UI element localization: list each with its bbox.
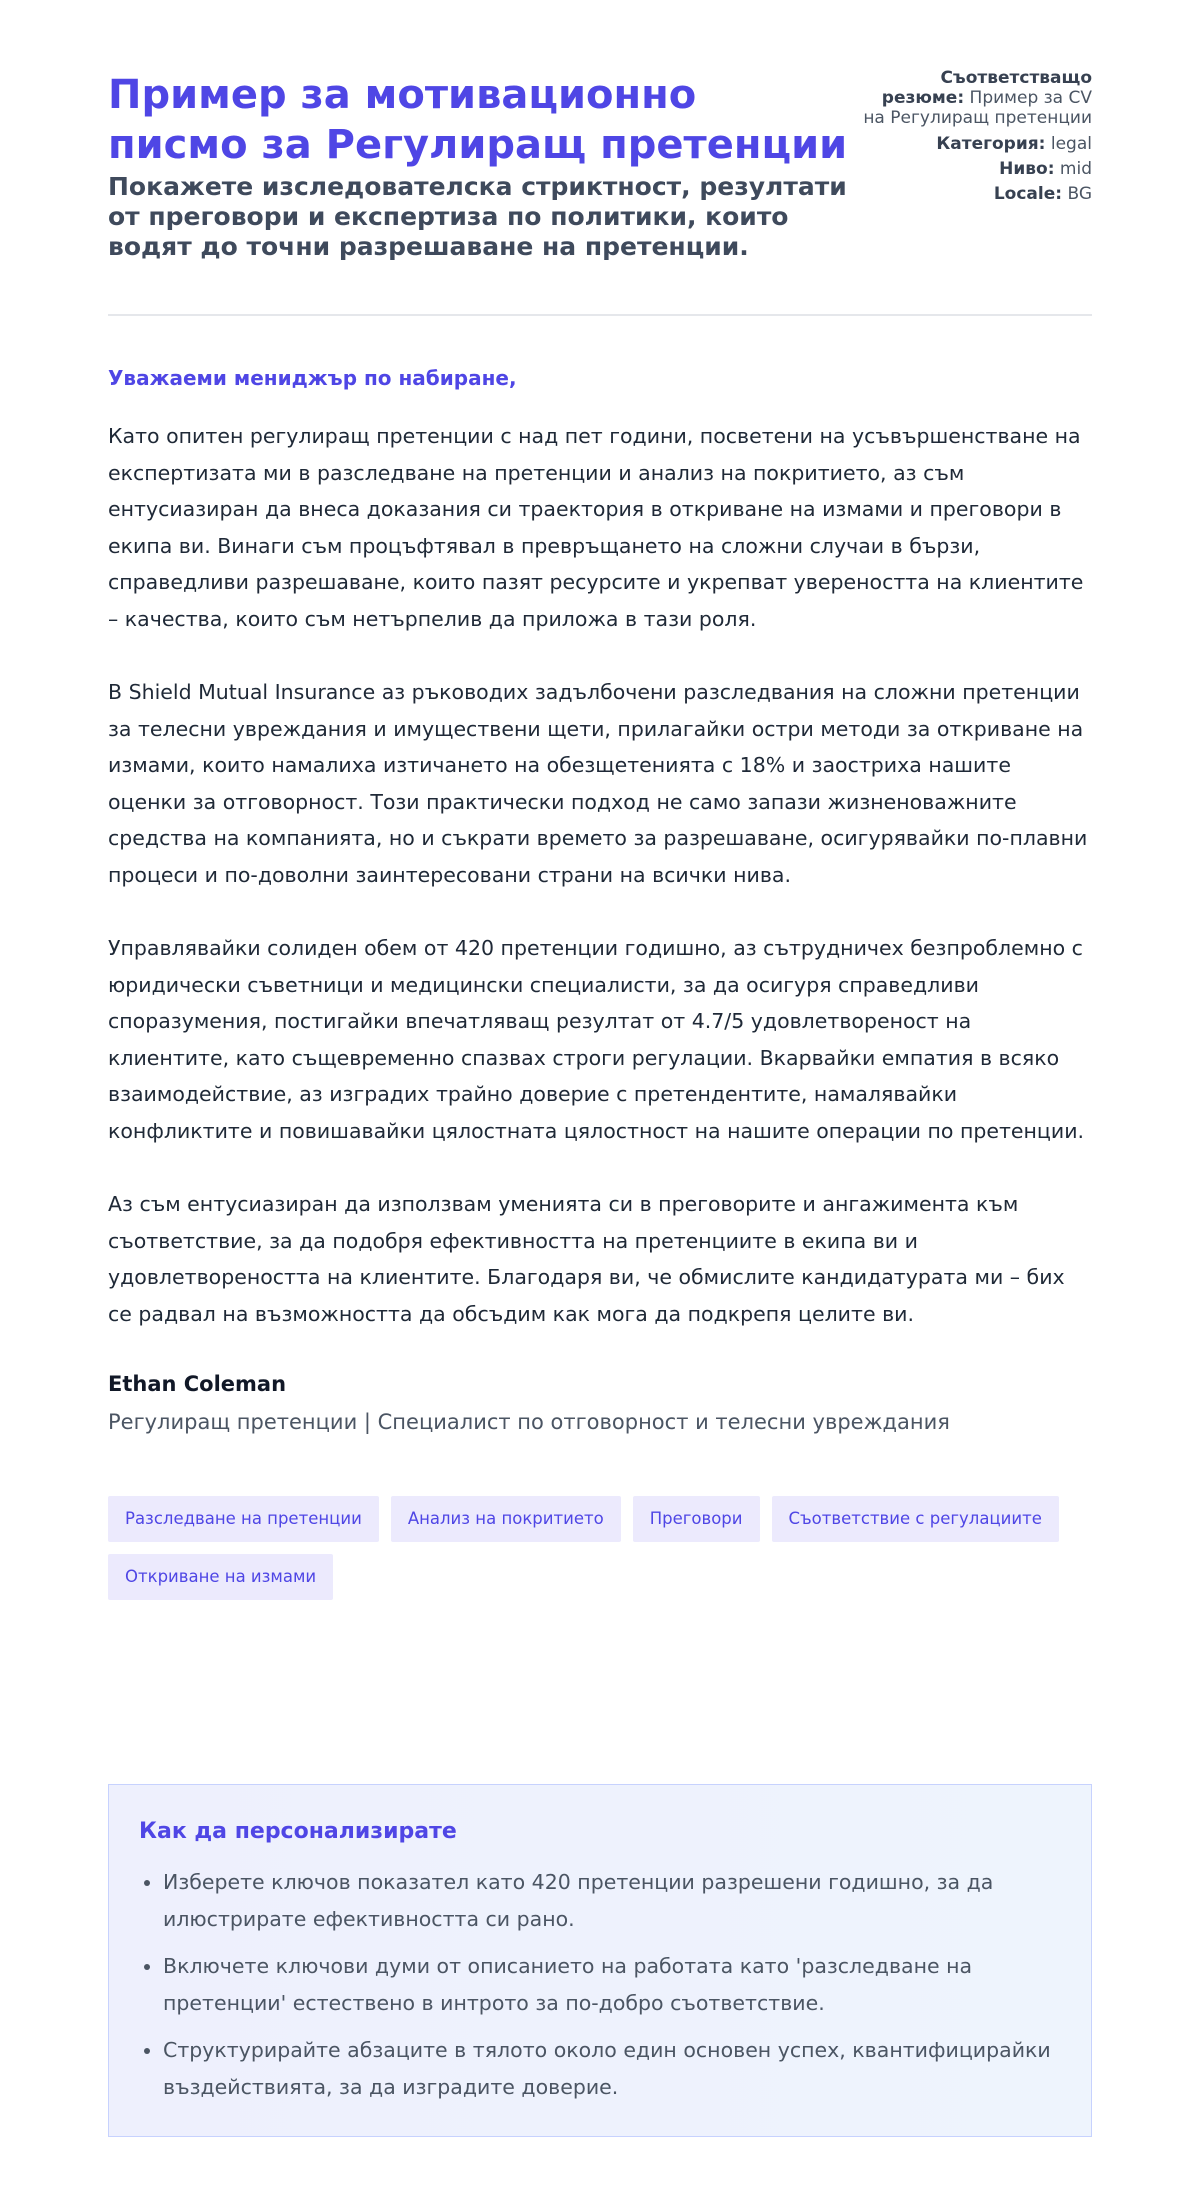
meta-resume-label: Съответстващо резюме: <box>881 68 1092 108</box>
meta-locale-label: Locale: <box>993 184 1063 204</box>
meta-level-value: mid <box>1059 159 1092 179</box>
signature-name: Ethan Coleman <box>108 1372 287 1396</box>
skill-tag: Преговори <box>633 1496 760 1542</box>
tips-item: • Включете ключови думи от описанието на работата като 'разследване на претенции' естествено в интрото за по-добро съответствие. <box>163 1948 1061 2021</box>
meta-level <box>862 159 1092 179</box>
letter-greeting: Уважаеми мениджър по набиране, <box>108 366 517 390</box>
meta-category <box>862 134 1092 154</box>
meta-resume <box>862 68 1092 128</box>
letter-body <box>108 366 1092 1434</box>
tips-heading: Как да персонализирате <box>139 1819 457 1844</box>
skill-tag: Разследване на претенции <box>108 1496 379 1542</box>
letter-paragraph: Като опитен регулиращ претенции с над пет години, посветени на усъвършенстване на експертизата ми в разследване на претенции и анализ на покритието, аз съм ентусиазиран да внеса доказания си траектория в откриване на измами и преговори в екипа ви. Винаги съм процъфтявал в превръщането на сложни случаи в бързи, справедливи разрешаване, които пазят ресурсите и укрепват увереността на клиентите – качества, които съм нетърпелив да приложа в тази роля. <box>108 424 1084 631</box>
meta-panel <box>862 68 1092 209</box>
page-subtitle: Покажете изследователска стриктност, резултати от преговори и експертиза по политики, които водят до точни разрешаване на претенции. <box>108 172 847 261</box>
meta-resume-value[interactable]: Пример за CV на Регулиращ претенции <box>863 88 1092 128</box>
meta-level-label: Ниво: <box>999 159 1055 179</box>
customization-tips <box>108 1784 1092 2137</box>
meta-category-label: Категория: <box>936 134 1046 154</box>
page-title: Пример за мотивационно писмо за Регулиращ претенции <box>108 72 848 168</box>
skill-tags <box>108 1496 1092 1600</box>
letter-paragraph: В Shield Mutual Insurance аз ръководих задълбочени разследвания на сложни претенции за телесни увреждания и имуществени щети, прилагайки остри методи за откриване на измами, които намалиха изтичането на обезщетенията с 18% и заостриха нашите оценки за отговорност. Този практически подход не само запази жизненоважните средства на компанията, но и съкрати времето за разрешаване, осигурявайки по-плавни процеси и по-доволни заинтересовани страни на всички нива. <box>108 680 1088 887</box>
letter-paragraphs <box>108 418 1092 1332</box>
letter-paragraph: Управлявайки солиден обем от 420 претенции годишно, аз сътрудничех безпроблемно с юридически съветници и медицински специалисти, за да осигуря справедливи споразумения, постигайки впечатляващ резултат от 4.7/5 удовлетвореност на клиентите, като същевременно спазвах строги регулации. Вкарвайки емпатия в всяко взаимодействие, аз изградих трайно доверие с претендентите, намалявайки конфликтите и повишавайки цялостната цялостност на нашите операции по претенции. <box>108 936 1085 1143</box>
letter-paragraph: Аз съм ентусиазиран да използвам уменията си в преговорите и ангажимента към съответствие, за да подобря ефективността на претенциите в екипа ви и удовлетвореността на клиентите. Благодаря ви, че обмислите кандидатурата ми – бих се радвал на възможността да обсъдим как мога да подкрепя целите ви. <box>108 1192 1065 1326</box>
skill-tag: Анализ на покритието <box>391 1496 621 1542</box>
meta-category-value: legal <box>1050 134 1092 154</box>
meta-locale <box>862 184 1092 204</box>
tips-item: • Структурирайте абзаците в тялото около един основен успех, квантифицирайки въздействията, за да изградите доверие. <box>163 2032 1061 2105</box>
meta-locale-value: BG <box>1067 184 1092 204</box>
skill-tag: Откриване на измами <box>108 1554 333 1600</box>
page-header <box>108 0 1092 316</box>
skill-tag: Съответствие с регулациите <box>772 1496 1059 1542</box>
signature-title: Регулиращ претенции | Специалист по отговорност и телесни увреждания <box>108 1410 950 1434</box>
tips-item: • Изберете ключов показател като 420 претенции разрешени годишно, за да илюстрирате ефективността си рано. <box>163 1864 1061 1937</box>
tips-list <box>139 1864 1061 2105</box>
